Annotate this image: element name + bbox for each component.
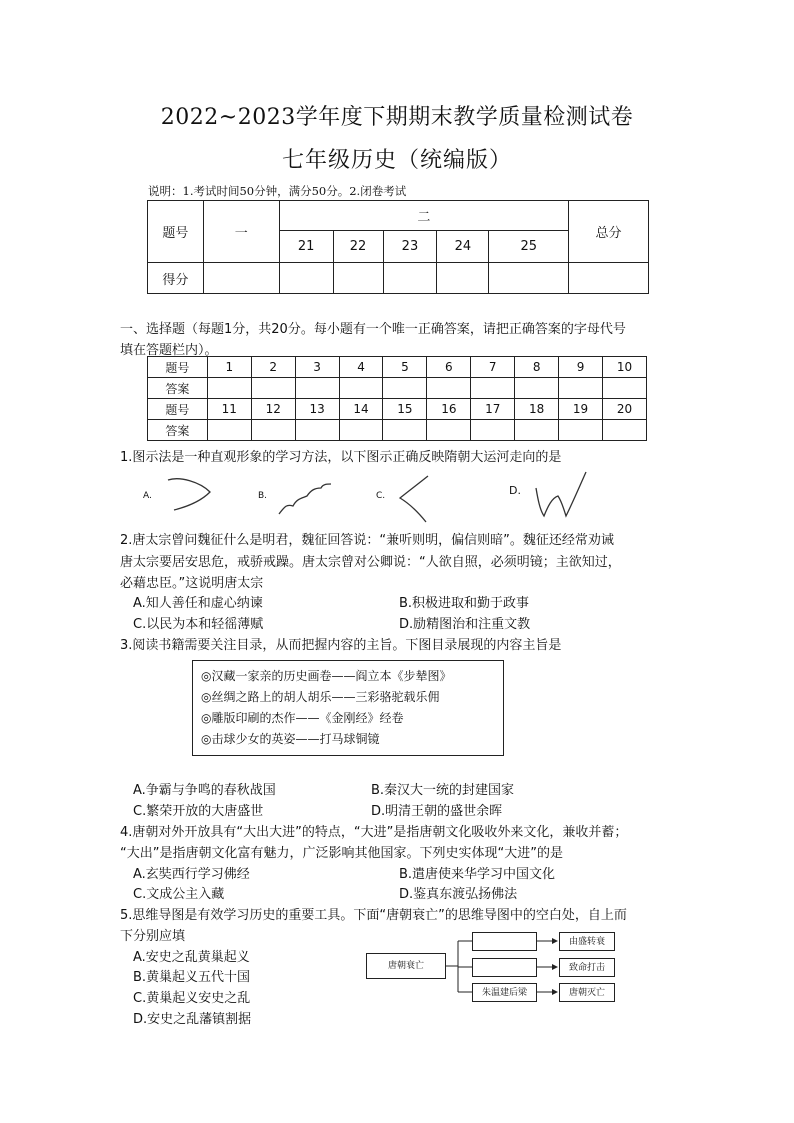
score-question-number: 21 [279,231,333,263]
q5-option-b[interactable]: B.黄巢起义五代十国 [133,970,251,985]
q3-stem: 3.阅读书籍需要关注目录，从而把握内容的主旨。下图目录展现的内容主旨是 [120,638,562,653]
q4-stem-line2: “大出”是指唐朝文化富有魅力，广泛影响其他国家。下列史实体现“大进”的是 [120,846,563,861]
answer-table-number: 12 [251,399,295,420]
q3-table-of-contents [192,660,504,756]
exam-subtitle: 七年级历史（统编版） [281,148,512,173]
q4-option-c[interactable]: C.文成公主入藏 [133,887,225,902]
q2-stem-line1: 2.唐太宗曾问魏征什么是明君，魏征回答说：“兼听则明，偏信则暗”。魏征还经常劝诫 [120,533,614,548]
answer-cell[interactable] [515,420,559,441]
q5-option-d[interactable]: D.安史之乱藩镇割据 [133,1012,252,1027]
score-table [147,200,649,294]
answer-cell[interactable] [515,378,559,399]
score-cell[interactable] [437,263,489,294]
q1-option-d-canal-line [530,466,590,521]
answer-table-number: 11 [207,399,251,420]
q1-option-a-label: A. [143,491,152,501]
q2-option-a[interactable]: A.知人善任和虚心纳谏 [133,596,263,611]
q1-option-c-canal-line [392,472,442,527]
q5-option-c[interactable]: C.黄巢起义安史之乱 [133,991,251,1006]
answer-table-q-label: 题号 [148,399,208,420]
exam-title: 2022~2023学年度下期期末教学质量检测试卷 [160,105,634,130]
q3-option-d[interactable]: D.明清王朝的盛世余晖 [371,804,503,819]
answer-cell[interactable] [251,378,295,399]
answer-table-number: 18 [515,399,559,420]
score-cell[interactable] [333,263,383,294]
score-cell[interactable] [489,263,569,294]
answer-cell[interactable] [471,420,515,441]
q3-option-a[interactable]: A.争霸与争鸣的春秋战国 [133,783,276,798]
q4-option-b[interactable]: B.遣唐使来华学习中国文化 [399,867,556,882]
q5-option-a[interactable]: A.安史之乱黄巢起义 [133,950,250,965]
answer-table-number: 6 [427,357,471,378]
mindmap-blank-2 [472,958,537,977]
answer-cell[interactable] [559,378,603,399]
answer-table [147,356,647,441]
q1-option-c-label: C. [376,491,386,501]
mindmap-root: 唐朝衰亡 [366,953,446,979]
section1-instructions-line2: 填在答题栏内）。 [120,343,218,358]
q1-option-b-label: B. [258,491,268,501]
answer-cell[interactable] [603,420,647,441]
toc-entry: ◎丝绸之路上的胡人胡乐——三彩骆驼载乐佣 [201,690,440,704]
answer-table-number: 13 [295,399,339,420]
answer-cell[interactable] [383,378,427,399]
q5-stem-line2: 下分别应填 [120,929,186,944]
answer-cell[interactable] [383,420,427,441]
toc-entry: ◎雕版印刷的杰作——《金刚经》经卷 [201,711,404,725]
answer-table-number: 3 [295,357,339,378]
answer-table-number: 16 [427,399,471,420]
answer-cell[interactable] [471,378,515,399]
score-total-label: 总分 [569,201,649,263]
answer-cell[interactable] [559,420,603,441]
score-row-label: 得分 [148,263,204,294]
toc-entry: ◎击球少女的英姿——打马球铜镜 [201,732,380,746]
score-question-number: 24 [437,231,489,263]
q2-option-b[interactable]: B.积极进取和勤于政事 [399,596,530,611]
answer-cell[interactable] [207,378,251,399]
answer-table-number: 8 [515,357,559,378]
answer-table-number: 9 [559,357,603,378]
mindmap-blank-1 [472,932,537,951]
q4-option-d[interactable]: D.鉴真东渡弘扬佛法 [399,887,518,902]
q4-option-a[interactable]: A.玄奘西行学习佛经 [133,867,250,882]
answer-table-number: 19 [559,399,603,420]
q1-option-a-canal-line [160,470,220,515]
answer-table-a-label: 答案 [148,420,208,441]
answer-table-number: 10 [603,357,647,378]
answer-table-a-label: 答案 [148,378,208,399]
score-cell[interactable] [203,263,279,294]
answer-cell[interactable] [295,420,339,441]
answer-table-number: 15 [383,399,427,420]
answer-cell[interactable] [339,378,383,399]
answer-cell[interactable] [603,378,647,399]
score-cell[interactable] [279,263,333,294]
toc-entry: ◎汉藏一家亲的历史画卷——阎立本《步辇图》 [201,669,452,683]
q3-option-b[interactable]: B.秦汉大一统的封建国家 [371,783,515,798]
answer-table-number: 5 [383,357,427,378]
score-question-number: 22 [333,231,383,263]
section1-instructions-line1: 一、选择题（每题1分，共20分。每小题有一个唯一正确答案，请把正确答案的字母代号 [120,322,626,337]
mindmap-mid-3: 朱温建后梁 [472,983,537,1002]
score-header-label: 题号 [148,201,204,263]
answer-cell[interactable] [295,378,339,399]
answer-cell[interactable] [251,420,295,441]
score-question-number: 23 [383,231,437,263]
answer-cell[interactable] [427,420,471,441]
q1-option-d-label: D. [509,484,521,497]
q2-option-c[interactable]: C.以民为本和轻徭薄赋 [133,617,264,632]
q2-option-d[interactable]: D.励精图治和注重文教 [399,617,531,632]
score-cell[interactable] [383,263,437,294]
answer-table-number: 20 [603,399,647,420]
answer-cell[interactable] [207,420,251,441]
answer-table-number: 1 [207,357,251,378]
answer-table-number: 17 [471,399,515,420]
answer-cell[interactable] [339,420,383,441]
score-cell[interactable] [569,263,649,294]
q4-stem-line1: 4.唐朝对外开放具有“大出大进”的特点，“大进”是指唐朝文化吸收外来文化，兼收并蓄； [120,825,628,840]
q2-stem-line2: 唐太宗要居安思危，戒骄戒躁。唐太宗曾对公卿说：“人欲自照，必须明镜；主欲知过， [120,555,621,570]
score-question-number: 25 [489,231,569,263]
answer-table-number: 7 [471,357,515,378]
q3-option-c[interactable]: C.繁荣开放的大唐盛世 [133,804,264,819]
q1-stem: 1.图示法是一种直观形象的学习方法，以下图示正确反映隋朝大运河走向的是 [120,450,562,465]
answer-table-q-label: 题号 [148,357,208,378]
mindmap-right-1: 由盛转衰 [559,932,615,951]
answer-table-number: 4 [339,357,383,378]
q1-option-b-canal-line [275,476,335,521]
score-section-one: 一 [203,201,279,263]
q2-stem-line3: 必藉忠臣。”这说明唐太宗 [120,576,264,591]
q5-stem-line1: 5.思维导图是有效学习历史的重要工具。下面“唐朝衰亡”的思维导图中的空白处，自上而 [120,908,627,923]
answer-table-number: 2 [251,357,295,378]
exam-instructions: 说明：1.考试时间50分钟，满分50分。2.闭卷考试 [148,184,407,198]
score-section-two: 二 [279,201,568,231]
mindmap-right-3: 唐朝灭亡 [559,983,615,1002]
answer-table-number: 14 [339,399,383,420]
answer-cell[interactable] [427,378,471,399]
mindmap-right-2: 致命打击 [559,958,615,977]
